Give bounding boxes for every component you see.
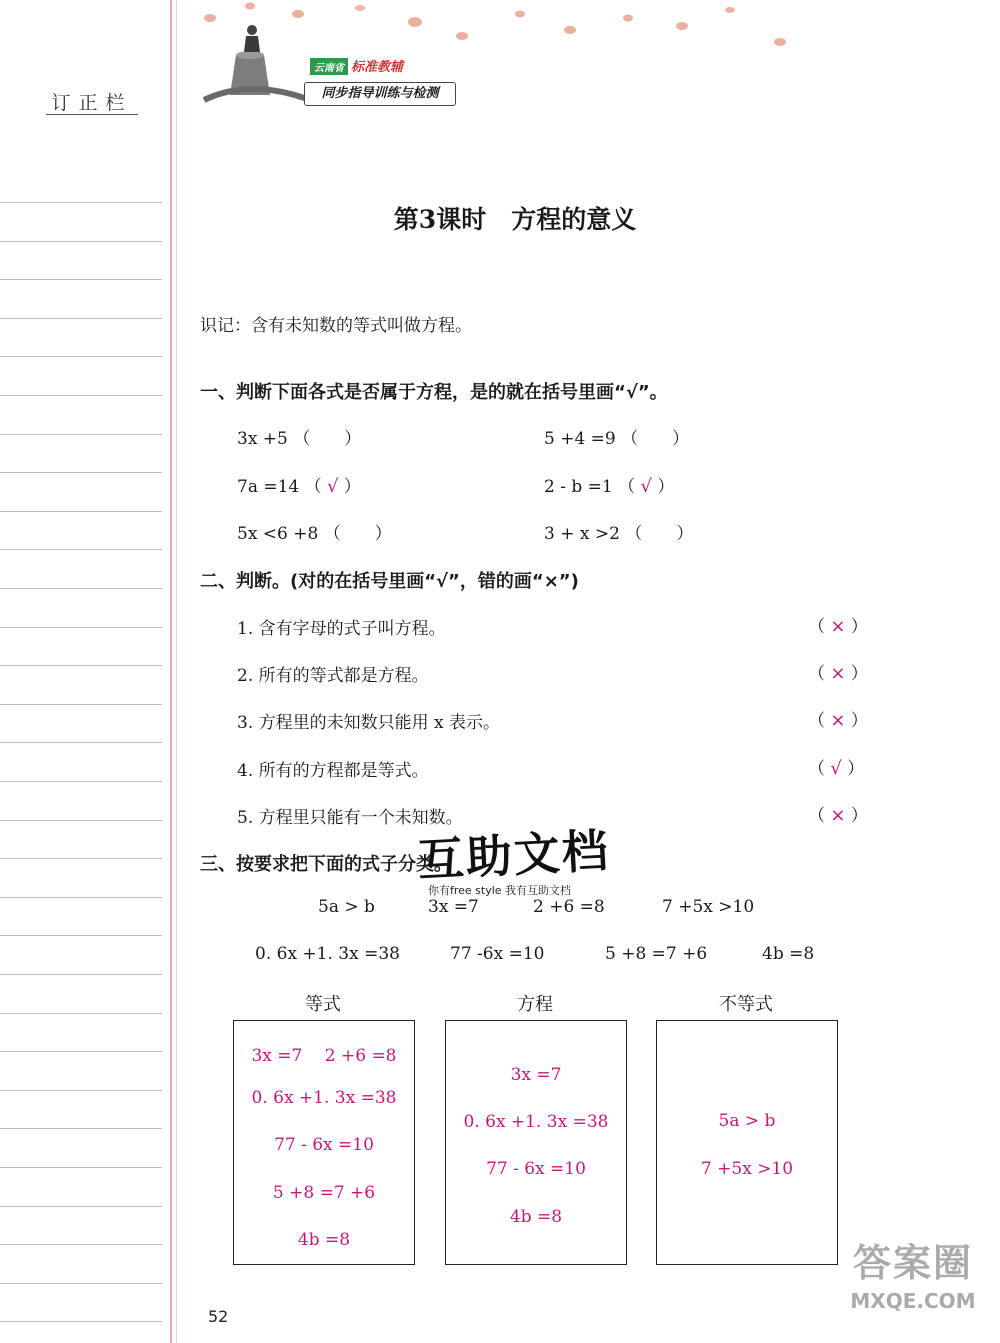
s2-answer-slot: （ × ） (808, 710, 868, 731)
ruled-line (0, 935, 162, 936)
ruled-line (0, 511, 162, 512)
section1-heading: 一、判断下面各式是否属于方程，是的就在括号里画“√”。 (200, 382, 668, 403)
category-heading: 不等式 (719, 994, 773, 1015)
ruled-line (0, 781, 162, 782)
s1-expr: 7a =14 (237, 477, 300, 497)
header-art (190, 0, 810, 110)
s1-answer: √ (640, 476, 653, 497)
s1-item: 7a =14 （ √ ） (237, 476, 361, 497)
ruled-line (0, 588, 162, 589)
category-item: 4b =8 (509, 1207, 563, 1227)
expression: 5a > b (318, 897, 375, 917)
ruled-line (0, 974, 162, 975)
s2-answer: × (830, 663, 846, 684)
expression: 2 +6 =8 (533, 897, 605, 917)
memo-text: 识记：含有未知数的等式叫做方程。 (200, 316, 472, 336)
ruled-line (0, 1167, 162, 1168)
ruled-line (0, 1090, 162, 1091)
category-box-equation (445, 1020, 627, 1265)
banner-tag: 云南省 (310, 58, 348, 75)
s1-item: 3 + x >2 （ ） (544, 524, 694, 544)
s2-statement: 2. 所有的等式都是方程。 (237, 666, 429, 686)
expression: 0. 6x +1. 3x =38 (255, 944, 400, 964)
ruled-line (0, 820, 162, 821)
ruled-line (0, 1244, 162, 1245)
ruled-line (0, 1051, 162, 1052)
expression: 3x =7 (428, 897, 479, 917)
category-item: 77 - 6x =10 (486, 1159, 586, 1179)
category-heading: 方程 (517, 994, 553, 1015)
correction-column (0, 0, 164, 1343)
site-logo-text: 答案圈 (852, 1241, 973, 1285)
ruled-line (0, 704, 162, 705)
lesson-title: 第3课时 方程的意义 (393, 205, 637, 234)
s2-answer: × (830, 805, 846, 826)
expression: 5 +8 =7 +6 (605, 944, 708, 964)
expression: 77 -6x =10 (450, 944, 545, 964)
ruled-line (0, 318, 162, 319)
s1-expr: 3x +5 (237, 429, 288, 449)
category-box-inequality (656, 1020, 838, 1265)
category-box-equation-like (233, 1020, 415, 1265)
ruled-line (0, 356, 162, 357)
ruled-line (0, 897, 162, 898)
watermark-logo: 互助文档 (416, 823, 612, 888)
category-item: 77 - 6x =10 (274, 1135, 374, 1155)
s2-answer: √ (830, 758, 842, 779)
category-item: 7 +5x >10 (700, 1159, 794, 1179)
category-item: 5 +8 =7 +6 (272, 1183, 376, 1203)
header-illustration (190, 0, 810, 110)
banner-brand: 标准教辅 (351, 60, 404, 75)
margin-divider (170, 0, 172, 1343)
ruled-line (0, 279, 162, 280)
s2-answer-slot: （ × ） (808, 805, 868, 826)
ruled-line (0, 395, 162, 396)
margin-divider-inner (176, 0, 177, 1343)
category-item: 3x =7 2 +6 =8 (251, 1046, 397, 1066)
category-item: 0. 6x +1. 3x =38 (463, 1112, 609, 1132)
ruled-line (0, 202, 162, 203)
s2-statement: 4. 所有的方程都是等式。 (237, 761, 429, 781)
s2-answer: × (830, 616, 846, 637)
category-item: 5a > b (718, 1111, 776, 1131)
s2-statement: 3. 方程里的未知数只能用 x 表示。 (237, 713, 501, 733)
category-item: 4b =8 (297, 1230, 351, 1250)
watermark-slogan: 你有free style 我有互助文档 (428, 884, 572, 897)
s2-answer-slot: （ × ） (808, 616, 868, 637)
ruled-line (0, 472, 162, 473)
site-logo-url: MXQE.COM (850, 1289, 976, 1313)
s2-statement: 1. 含有字母的式子叫方程。 (237, 619, 446, 639)
ruled-line (0, 1013, 162, 1014)
ruled-line (0, 1128, 162, 1129)
category-heading: 等式 (305, 994, 341, 1015)
ruled-line (0, 241, 162, 242)
ruled-line (0, 665, 162, 666)
category-item: 0. 6x +1. 3x =38 (251, 1088, 397, 1108)
section2-heading: 二、判断。(对的在括号里画“√”，错的画“×”) (200, 571, 579, 592)
expression: 7 +5x >10 (662, 897, 755, 917)
ruled-line (0, 742, 162, 743)
ruled-line (0, 549, 162, 550)
ruled-line (0, 1321, 162, 1322)
s2-answer: × (830, 710, 846, 731)
s1-item: 2 - b =1 （ √ ） (544, 476, 675, 497)
ruled-line (0, 858, 162, 859)
header-banner (310, 56, 422, 76)
ruled-line (0, 434, 162, 435)
s1-item: 3x +5 （ ） (237, 429, 362, 449)
expression: 4b =8 (762, 944, 815, 964)
ruled-line (0, 1283, 162, 1284)
s1-item: 5 +4 =9 （ ） (544, 429, 690, 449)
s1-item: 5x <6 +8 （ ） (237, 524, 392, 544)
s2-answer-slot: （ × ） (808, 663, 868, 684)
s1-expr: 2 - b =1 (544, 477, 613, 497)
s1-expr: 5x <6 +8 (237, 524, 319, 544)
s1-answer: √ (327, 476, 339, 497)
section3-heading: 三、按要求把下面的式子分类。 (200, 854, 452, 875)
s1-expr: 3 + x >2 (544, 524, 620, 544)
s1-expr: 5 +4 =9 (544, 429, 616, 449)
s2-answer-slot: （ √ ） (808, 758, 865, 779)
s2-statement: 5. 方程里只能有一个未知数。 (237, 808, 463, 828)
header-subtitle: 同步指导训练与检测 (304, 82, 456, 106)
ruled-line (0, 1206, 162, 1207)
page-number: 52 (208, 1307, 229, 1326)
correction-column-label: 订正栏 (46, 88, 138, 115)
ruled-line (0, 627, 162, 628)
category-item: 3x =7 (510, 1065, 562, 1085)
site-logo (838, 1232, 988, 1332)
